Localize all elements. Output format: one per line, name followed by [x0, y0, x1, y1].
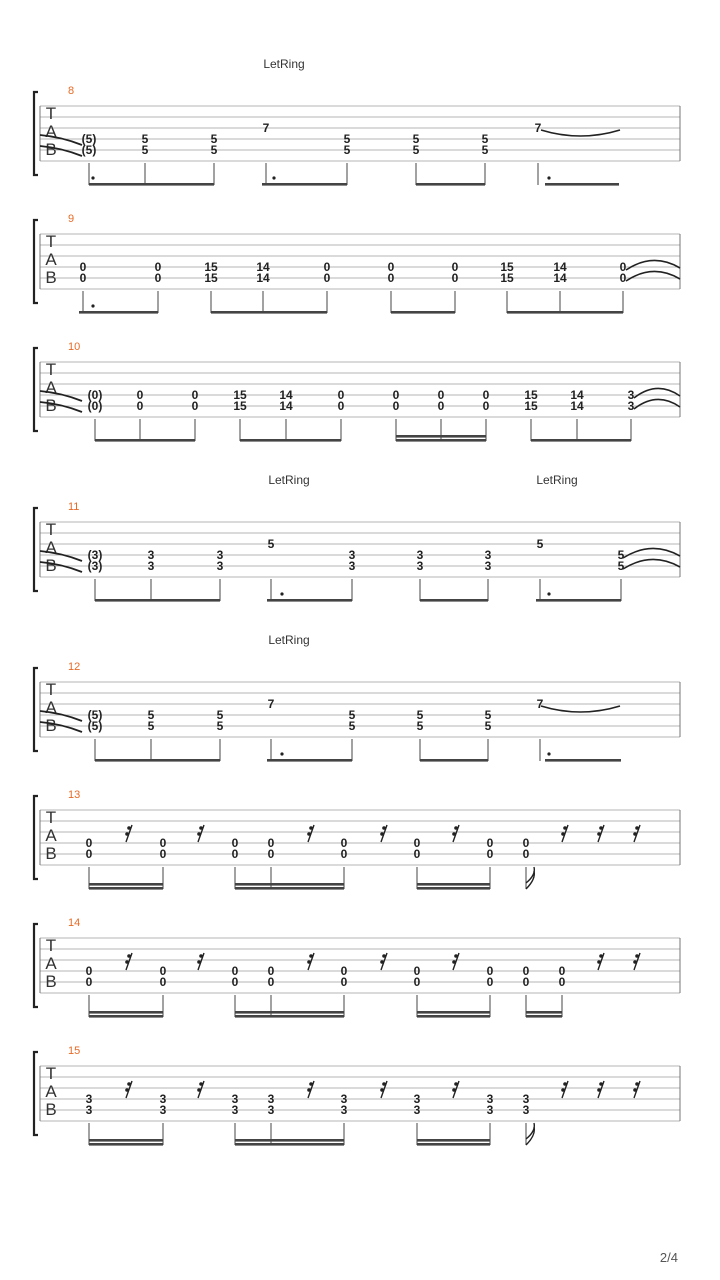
fret-number: 5 [617, 559, 625, 573]
tab-clef-letter: T [45, 1064, 57, 1083]
fret-number: 3 [522, 1103, 530, 1117]
measure-number: 15 [68, 1045, 81, 1057]
sixteenth-rest [382, 954, 386, 958]
fret-number: 0 [558, 975, 566, 989]
beam [95, 599, 220, 602]
fret-number: 0 [154, 260, 162, 274]
system-bracket [34, 924, 38, 1007]
beam [417, 1011, 490, 1014]
measure-number: 11 [68, 501, 80, 513]
fret-number: 3 [216, 548, 224, 562]
measure-number: 13 [68, 789, 81, 801]
beam [89, 183, 214, 186]
tie-arc [623, 559, 680, 569]
measure-number: 10 [68, 341, 81, 353]
system-bracket [34, 796, 38, 879]
beam [235, 883, 344, 886]
fret-number: 5 [216, 708, 224, 722]
tab-clef-letter: B [45, 556, 57, 575]
rhythm-dot [547, 592, 550, 595]
sixteenth-rest [380, 1088, 384, 1092]
beam [89, 1011, 163, 1014]
fret-number: 7 [534, 121, 542, 135]
fret-number: (3) [87, 548, 103, 562]
fret-number: (3) [87, 559, 103, 573]
fret-number: 3 [416, 548, 424, 562]
fret-number: 0 [522, 975, 530, 989]
tab-clef-letter: A [45, 122, 57, 141]
beam [235, 1139, 344, 1142]
measure-number: 8 [68, 85, 75, 97]
sixteenth-rest [452, 960, 456, 964]
fret-number: 0 [558, 964, 566, 978]
fret-number: 0 [387, 260, 395, 274]
fret-number: 0 [413, 964, 421, 978]
sixteenth-rest [635, 954, 639, 958]
fret-number: 0 [522, 836, 530, 850]
sixteenth-rest [599, 1082, 603, 1086]
fret-number: 0 [451, 271, 459, 285]
fret-number: 0 [136, 388, 144, 402]
fret-number: 3 [627, 388, 635, 402]
sixteenth-rest [125, 832, 129, 836]
sixteenth-rest [597, 1088, 601, 1092]
fret-number: 5 [267, 537, 275, 551]
beam [420, 599, 488, 602]
fret-number: 14 [279, 388, 293, 402]
beam [526, 1011, 562, 1014]
beam [396, 439, 486, 442]
fret-number: 0 [231, 975, 239, 989]
fret-number: 0 [136, 399, 144, 413]
fret-number: 0 [413, 836, 421, 850]
sixteenth-rest [380, 960, 384, 964]
fret-number: 5 [210, 132, 218, 146]
system-bracket [34, 348, 38, 431]
fret-number: 3 [159, 1103, 167, 1117]
fret-number: 0 [392, 399, 400, 413]
fret-number: 3 [216, 559, 224, 573]
beam [235, 1143, 344, 1146]
fret-number: 15 [204, 260, 218, 274]
beam [235, 1015, 344, 1018]
fret-number: 0 [340, 975, 348, 989]
let-ring-label: LetRing [263, 57, 305, 71]
fret-number: 5 [343, 132, 351, 146]
sixteenth-rest [197, 960, 201, 964]
rhythm-dot [547, 176, 550, 179]
sixteenth-rest [199, 954, 203, 958]
sixteenth-rest [452, 832, 456, 836]
beam [240, 439, 341, 442]
fret-number: 0 [413, 975, 421, 989]
fret-number: 15 [500, 271, 514, 285]
sixteenth-rest [307, 960, 311, 964]
sixteenth-rest [309, 1082, 313, 1086]
sixteenth-rest [307, 1088, 311, 1092]
fret-number: 0 [85, 964, 93, 978]
fret-number: (5) [87, 708, 103, 722]
tie-arc [541, 706, 620, 712]
measure-number: 14 [68, 917, 81, 929]
fret-number: 0 [267, 847, 275, 861]
tie-arc [626, 271, 680, 281]
fret-number: 15 [233, 399, 247, 413]
fret-number: 14 [553, 260, 567, 274]
sixteenth-rest [452, 1088, 456, 1092]
beam [89, 887, 163, 890]
fret-number: 3 [231, 1103, 239, 1117]
fret-number: 0 [267, 964, 275, 978]
tab-clef-letter: T [45, 232, 57, 251]
fret-number: 3 [348, 548, 356, 562]
fret-number: 3 [486, 1103, 494, 1117]
fret-number: 0 [85, 847, 93, 861]
fret-number: 0 [85, 836, 93, 850]
tie-arc [626, 260, 680, 270]
rhythm-dot [272, 176, 275, 179]
sixteenth-rest [454, 954, 458, 958]
fret-number: 0 [340, 836, 348, 850]
fret-number: 5 [216, 719, 224, 733]
beam [545, 759, 621, 762]
fret-number: 0 [522, 847, 530, 861]
tab-clef-letter: A [45, 378, 57, 397]
fret-number: 0 [231, 964, 239, 978]
fret-number: 5 [481, 132, 489, 146]
fret-number: 0 [231, 847, 239, 861]
sixteenth-rest [599, 826, 603, 830]
sixteenth-rest [633, 1088, 637, 1092]
fret-number: 0 [619, 271, 627, 285]
fret-number: 0 [159, 847, 167, 861]
fret-number: 3 [340, 1103, 348, 1117]
fret-number: 0 [191, 399, 199, 413]
beam [95, 759, 220, 762]
fret-number: (5) [81, 132, 97, 146]
sixteenth-rest [197, 832, 201, 836]
beam [417, 1143, 490, 1146]
tab-clef-letter: B [45, 268, 57, 287]
tab-clef-letter: B [45, 716, 57, 735]
sixteenth-rest [561, 832, 565, 836]
sixteenth-rest [127, 1082, 131, 1086]
fret-number: (0) [87, 388, 103, 402]
tab-clef-letter: T [45, 520, 57, 539]
tab-clef-letter: B [45, 844, 57, 863]
fret-number: (5) [87, 719, 103, 733]
fret-number: 3 [522, 1092, 530, 1106]
fret-number: 3 [267, 1103, 275, 1117]
fret-number: 0 [340, 964, 348, 978]
fret-number: 0 [79, 271, 87, 285]
fret-number: 3 [85, 1092, 93, 1106]
tie-arc [634, 388, 680, 398]
fret-number: 3 [484, 559, 492, 573]
fret-number: 3 [416, 559, 424, 573]
tab-clef-letter: A [45, 826, 57, 845]
rhythm-dot [91, 304, 94, 307]
fret-number: 0 [159, 975, 167, 989]
fret-number: 3 [484, 548, 492, 562]
fret-number: 0 [340, 847, 348, 861]
fret-number: 7 [262, 121, 270, 135]
system-bracket [34, 92, 38, 175]
sixteenth-rest [199, 1082, 203, 1086]
fret-number: 0 [85, 975, 93, 989]
tab-clef-letter: A [45, 538, 57, 557]
beam [417, 887, 490, 890]
fret-number: 0 [482, 399, 490, 413]
sixteenth-rest [125, 1088, 129, 1092]
rhythm-dot [547, 752, 550, 755]
fret-number: 0 [413, 847, 421, 861]
sixteenth-rest [380, 832, 384, 836]
sixteenth-rest [309, 954, 313, 958]
beam [267, 759, 352, 762]
tab-clef-letter: T [45, 680, 57, 699]
fret-number: 0 [619, 260, 627, 274]
fret-number: 5 [348, 708, 356, 722]
fret-number: 0 [323, 271, 331, 285]
fret-number: 3 [413, 1103, 421, 1117]
sixteenth-rest [309, 826, 313, 830]
beam [211, 311, 327, 314]
fret-number: 7 [267, 697, 275, 711]
tab-clef-letter: T [45, 360, 57, 379]
beam [417, 1015, 490, 1018]
fret-number: 14 [570, 388, 584, 402]
beam [89, 883, 163, 886]
tie-arc [541, 130, 620, 136]
fret-number: 3 [348, 559, 356, 573]
fret-number: 5 [147, 708, 155, 722]
tab-clef-letter: A [45, 698, 57, 717]
fret-number: 0 [159, 836, 167, 850]
fret-number: 0 [437, 388, 445, 402]
fret-number: 3 [627, 399, 635, 413]
sixteenth-rest [563, 826, 567, 830]
fret-number: 5 [141, 143, 149, 157]
beam [391, 311, 455, 314]
beam [89, 1139, 163, 1142]
fret-number: (0) [87, 399, 103, 413]
beam [235, 1011, 344, 1014]
fret-number: 0 [486, 836, 494, 850]
beam [417, 1139, 490, 1142]
tab-clef-letter: B [45, 396, 57, 415]
tab-clef-letter: T [45, 936, 57, 955]
sixteenth-rest [382, 1082, 386, 1086]
fret-number: 14 [279, 399, 293, 413]
sixteenth-rest [197, 1088, 201, 1092]
fret-number: 0 [482, 388, 490, 402]
fret-number: 0 [337, 399, 345, 413]
sixteenth-rest [127, 954, 131, 958]
beam [95, 439, 195, 442]
sixteenth-rest [635, 1082, 639, 1086]
sixteenth-rest [563, 1082, 567, 1086]
beam [420, 759, 488, 762]
sixteenth-rest [307, 832, 311, 836]
sixteenth-rest [125, 960, 129, 964]
fret-number: 0 [522, 964, 530, 978]
fret-number: 0 [267, 975, 275, 989]
fret-number: 14 [553, 271, 567, 285]
fret-number: 3 [231, 1092, 239, 1106]
fret-number: 3 [147, 559, 155, 573]
fret-number: 5 [412, 132, 420, 146]
beam [262, 183, 347, 186]
tie-arc [623, 548, 680, 558]
beam [417, 883, 490, 886]
fret-number: 5 [484, 719, 492, 733]
tab-clef-letter: A [45, 1082, 57, 1101]
beam [507, 311, 623, 314]
sixteenth-rest [127, 826, 131, 830]
tab-clef-letter: T [45, 808, 57, 827]
fret-number: 0 [231, 836, 239, 850]
beam [267, 599, 352, 602]
fret-number: 3 [486, 1092, 494, 1106]
fret-number: 5 [141, 132, 149, 146]
fret-number: 5 [416, 708, 424, 722]
fret-number: 3 [267, 1092, 275, 1106]
fret-number: 3 [413, 1092, 421, 1106]
fret-number: 0 [323, 260, 331, 274]
sixteenth-rest [454, 826, 458, 830]
system-bracket [34, 508, 38, 591]
sixteenth-rest [597, 832, 601, 836]
fret-number: 3 [340, 1092, 348, 1106]
system-bracket [34, 1052, 38, 1135]
sixteenth-rest [633, 832, 637, 836]
fret-number: 3 [85, 1103, 93, 1117]
fret-number: 0 [486, 975, 494, 989]
fret-number: 0 [437, 399, 445, 413]
fret-number: 14 [256, 271, 270, 285]
tab-clef-letter: B [45, 972, 57, 991]
sixteenth-rest [382, 826, 386, 830]
fret-number: 3 [159, 1092, 167, 1106]
fret-number: 5 [412, 143, 420, 157]
measure-number: 12 [68, 661, 81, 673]
sixteenth-rest [599, 954, 603, 958]
fret-number: 15 [233, 388, 247, 402]
fret-number: (5) [81, 143, 97, 157]
beam [79, 311, 158, 314]
tab-clef-letter: B [45, 140, 57, 159]
fret-number: 0 [159, 964, 167, 978]
fret-number: 5 [481, 143, 489, 157]
sixteenth-rest [635, 826, 639, 830]
fret-number: 15 [500, 260, 514, 274]
fret-number: 0 [486, 964, 494, 978]
page-number: 2/4 [659, 1250, 678, 1265]
let-ring-label: LetRing [536, 473, 578, 487]
beam [545, 183, 619, 186]
fret-number: 14 [256, 260, 270, 274]
sixteenth-rest [561, 1088, 565, 1092]
tab-clef-letter: B [45, 1100, 57, 1119]
beam [396, 435, 486, 438]
fret-number: 0 [486, 847, 494, 861]
fret-number: 5 [484, 708, 492, 722]
fret-number: 5 [343, 143, 351, 157]
fret-number: 0 [387, 271, 395, 285]
sixteenth-rest [633, 960, 637, 964]
beam [89, 1143, 163, 1146]
fret-number: 5 [416, 719, 424, 733]
fret-number: 5 [147, 719, 155, 733]
fret-number: 15 [524, 399, 538, 413]
fret-number: 5 [617, 548, 625, 562]
tab-clef-letter: A [45, 250, 57, 269]
sixteenth-rest [597, 960, 601, 964]
fret-number: 0 [79, 260, 87, 274]
beam [235, 887, 344, 890]
let-ring-label: LetRing [268, 473, 310, 487]
sixteenth-rest [199, 826, 203, 830]
system-bracket [34, 220, 38, 303]
beam [416, 183, 485, 186]
sixteenth-rest [454, 1082, 458, 1086]
fret-number: 5 [210, 143, 218, 157]
fret-number: 0 [337, 388, 345, 402]
fret-number: 3 [147, 548, 155, 562]
fret-number: 5 [536, 537, 544, 551]
system-bracket [34, 668, 38, 751]
tie-arc [634, 399, 680, 409]
fret-number: 7 [536, 697, 544, 711]
fret-number: 5 [348, 719, 356, 733]
rhythm-dot [280, 752, 283, 755]
beam [536, 599, 621, 602]
fret-number: 0 [191, 388, 199, 402]
beam [526, 1015, 562, 1018]
tab-clef-letter: A [45, 954, 57, 973]
measure-number: 9 [68, 213, 75, 225]
beam [531, 439, 631, 442]
tab-clef-letter: T [45, 104, 57, 123]
fret-number: 0 [267, 836, 275, 850]
fret-number: 14 [570, 399, 584, 413]
rhythm-dot [91, 176, 94, 179]
fret-number: 15 [204, 271, 218, 285]
rhythm-dot [280, 592, 283, 595]
fret-number: 0 [392, 388, 400, 402]
fret-number: 0 [451, 260, 459, 274]
beam [89, 1015, 163, 1018]
fret-number: 15 [524, 388, 538, 402]
let-ring-label: LetRing [268, 633, 310, 647]
fret-number: 0 [154, 271, 162, 285]
